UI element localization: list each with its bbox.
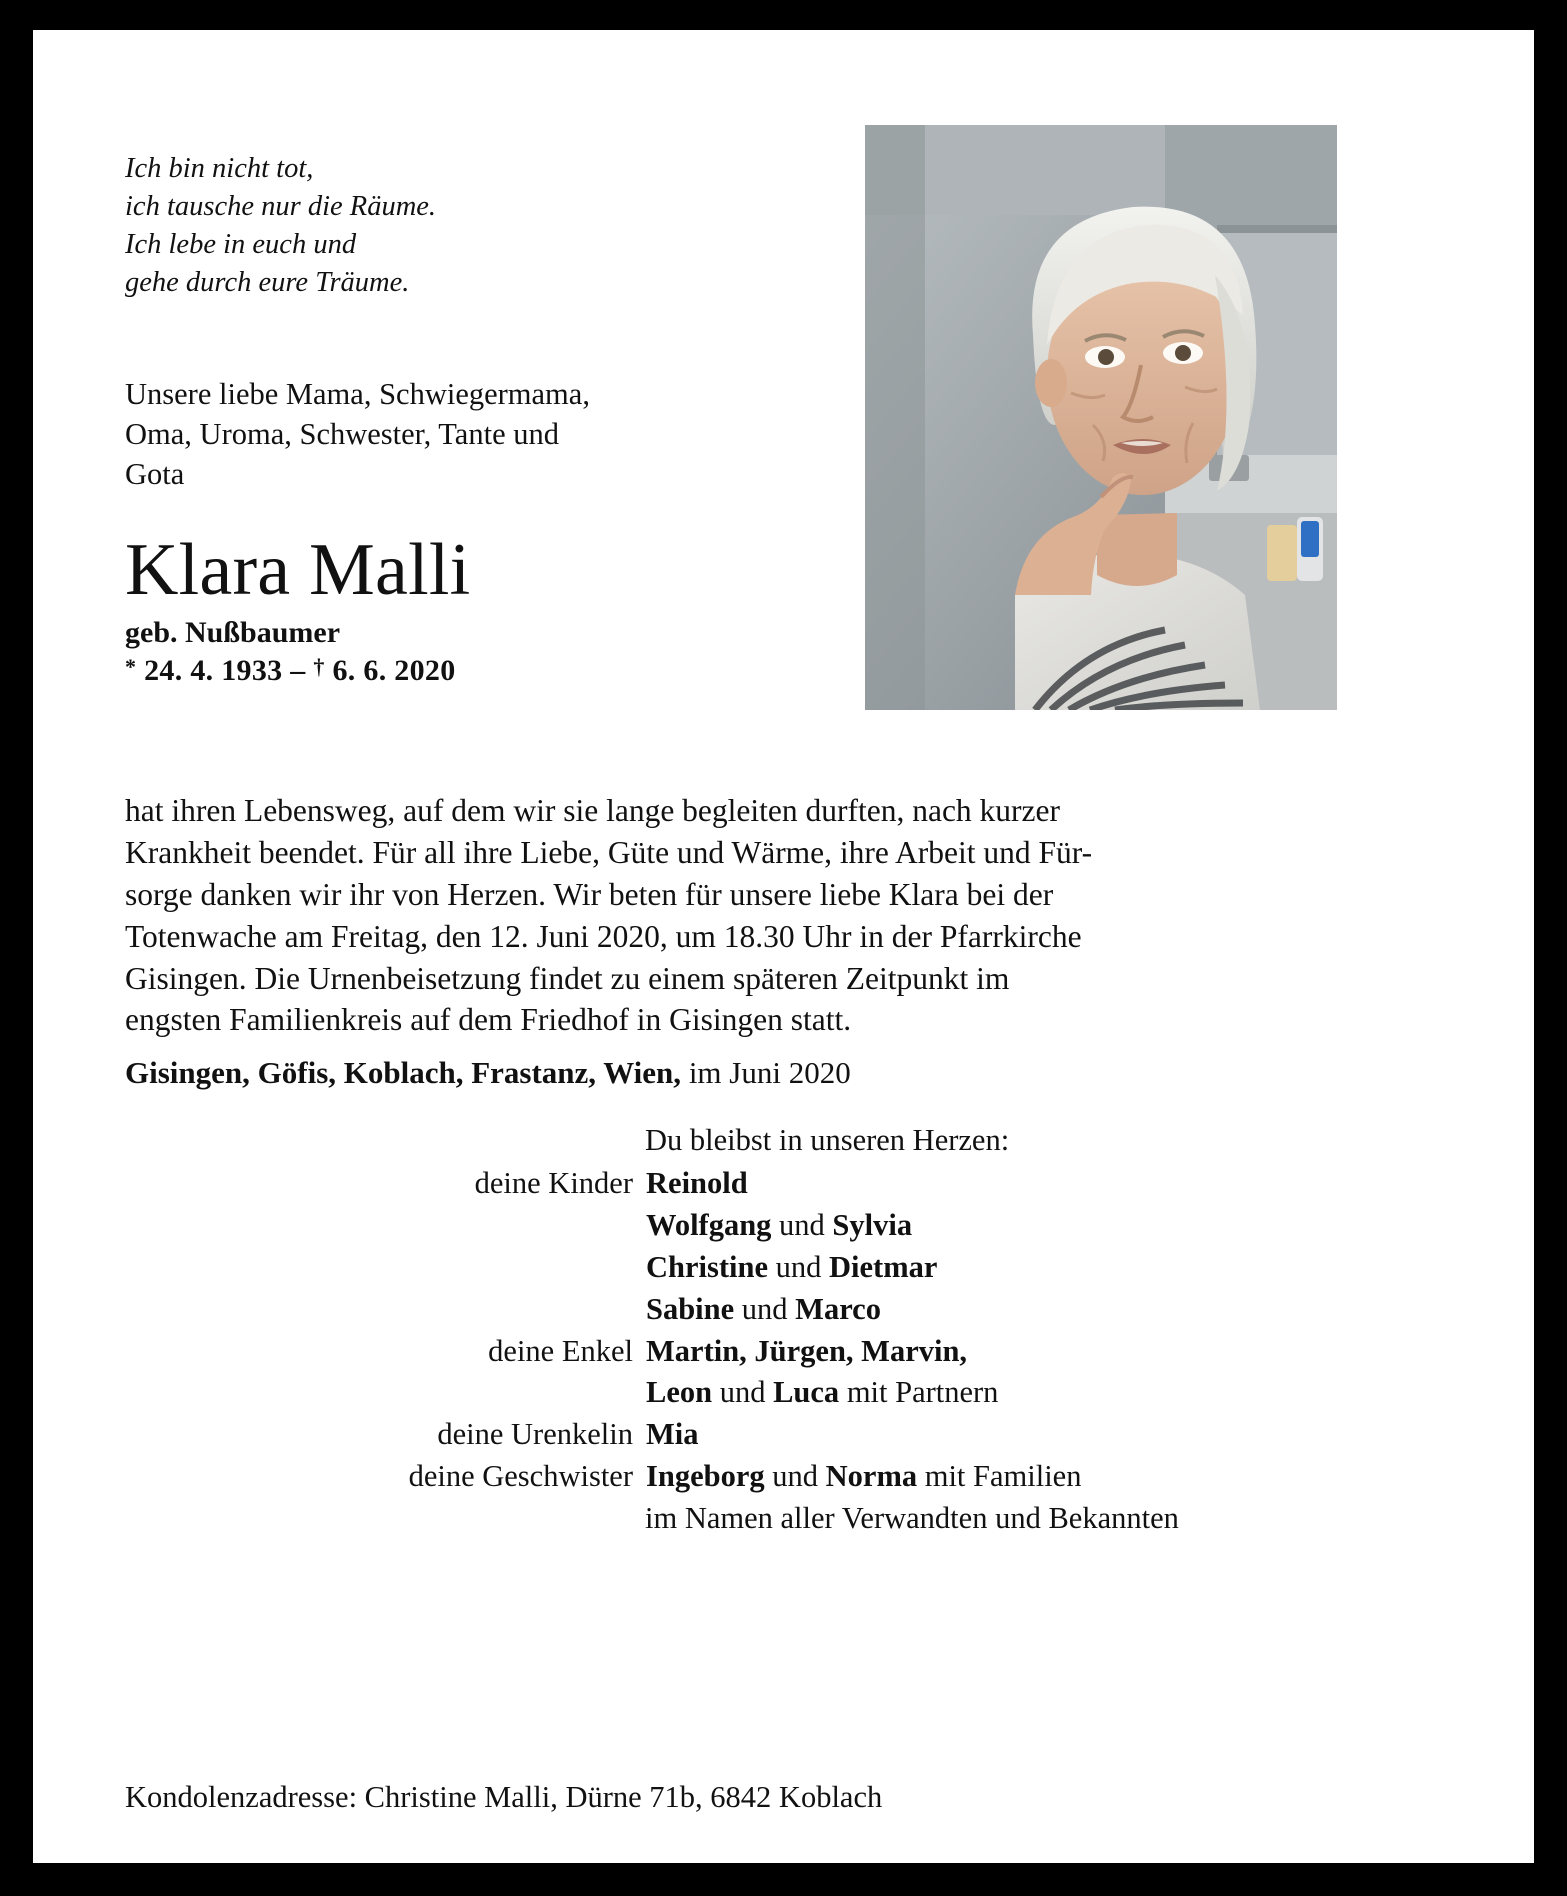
death-symbol: † [313, 654, 325, 679]
survivors-table-body [125, 1163, 1081, 1497]
survivors-row [125, 1372, 1081, 1414]
survivors-relation-label: deine Enkel [488, 1333, 633, 1368]
verse-line-4: gehe durch eure Träume. [125, 266, 410, 298]
survivors-relation-label [125, 1372, 646, 1414]
survivors-heading: Du bleibst in unseren Herzen: [645, 1123, 1010, 1157]
survivors-row [125, 1414, 1081, 1456]
survivors-names: Ingeborg und Norma mit Familien [646, 1458, 1082, 1493]
survivors-relation-label: deine Geschwister [408, 1458, 633, 1493]
relation-line-3: Gota [125, 457, 185, 492]
body-line-1: hat ihren Lebensweg, auf dem wir sie lange begleiten durften, nach kurzer [125, 793, 1060, 828]
survivors-names: Wolfgang und Sylvia [646, 1208, 913, 1243]
places-and-date [125, 1055, 1442, 1091]
body-line-5: Gisingen. Die Urnenbeisetzung findet zu einem späteren Zeitpunkt im [125, 960, 1010, 996]
birth-symbol: * [125, 654, 137, 679]
relation-description [125, 374, 800, 495]
memorial-verse [125, 150, 785, 302]
survivors-names: Sabine und Marco [646, 1291, 881, 1326]
survivors-row [125, 1205, 1081, 1247]
obituary-body [125, 790, 1442, 1041]
places-list: Gisingen, Göfis, Koblach, Frastanz, Wien, [125, 1055, 682, 1090]
obituary-card [33, 30, 1534, 1863]
relation-line-2: Oma, Uroma, Schwester, Tante und [125, 416, 559, 451]
verse-line-3: Ich lebe in euch und [125, 228, 357, 260]
survivors-row [125, 1456, 1081, 1498]
survivors-row [125, 1163, 1081, 1205]
deceased-maiden-name: geb. Nußbaumer [125, 616, 341, 649]
condolence-address: Kondolenzadresse: Christine Malli, Dürne 71b, 6842 Koblach [125, 1780, 883, 1814]
survivors-relation-label: deine Kinder [474, 1166, 633, 1201]
portrait-photo [865, 125, 1337, 710]
publication-date: im Juni 2020 [681, 1055, 851, 1090]
survivors-section [125, 1120, 1442, 1539]
body-line-3: sorge danken wir ihr von Herzen. Wir beten für unsere liebe Klara bei der [125, 876, 1054, 912]
verse-line-2: ich tausche nur die Räume. [125, 190, 437, 222]
body-line-2: Krankheit beendet. Für all ihre Liebe, Güte und Wärme, ihre Arbeit und Für- [125, 834, 1093, 870]
verse-line-1: Ich bin nicht tot, [125, 153, 314, 184]
date-separator: – [290, 654, 306, 687]
survivors-relation-label [125, 1289, 646, 1331]
birth-date: 24. 4. 1933 [144, 654, 283, 687]
portrait-image [865, 125, 1337, 710]
survivors-names: Martin, Jürgen, Marvin, [646, 1333, 968, 1368]
survivors-relation-label [125, 1247, 646, 1289]
survivors-row [125, 1289, 1081, 1331]
survivors-row [125, 1331, 1081, 1373]
survivors-names: Mia [646, 1417, 699, 1452]
survivors-names: Christine und Dietmar [646, 1250, 938, 1285]
death-date: 6. 6. 2020 [332, 654, 456, 687]
body-line-6: engsten Familienkreis auf dem Friedhof in Gisingen statt. [125, 1002, 852, 1038]
survivors-footer: im Namen aller Verwandten und Bekannten [645, 1500, 1179, 1535]
survivors-names: Reinold [646, 1166, 748, 1201]
survivors-table [125, 1163, 1081, 1497]
deceased-name: Klara Malli [125, 529, 471, 612]
body-line-4: Totenwache am Freitag, den 12. Juni 2020, um 18.30 Uhr in der Pfarrkirche [125, 918, 1082, 954]
survivors-row [125, 1247, 1081, 1289]
survivors-relation-label [125, 1205, 646, 1247]
survivors-names: Leon und Luca mit Partnern [646, 1375, 999, 1410]
survivors-relation-label: deine Urenkelin [437, 1417, 633, 1452]
relation-line-1: Unsere liebe Mama, Schwiegermama, [125, 376, 590, 411]
